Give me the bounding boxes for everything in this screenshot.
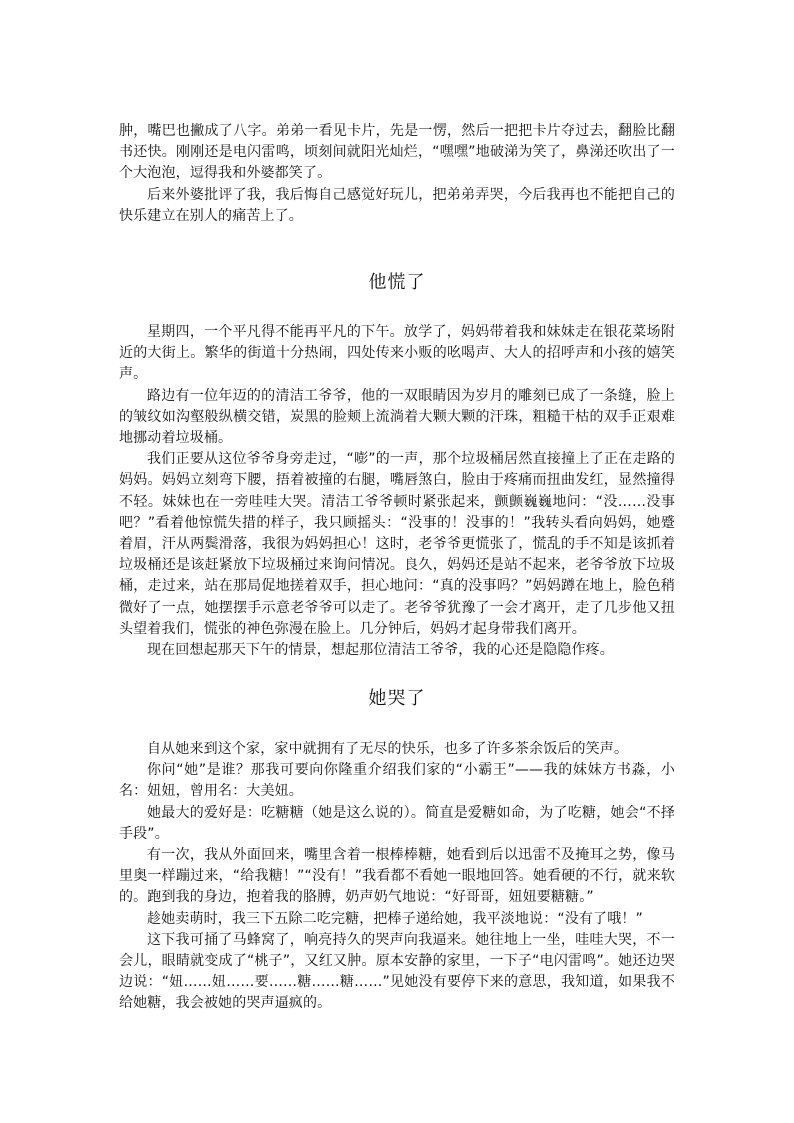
paragraph: 肿，嘴巴也撇成了八字。弟弟一看见卡片，先是一愣，然后一把把卡片夺过去，翻脸比翻书还快。刚刚还是电闪雷鸣，顷刻间就阳光灿烂，“嘿嘿”地破涕为笑了，鼻涕还吹出了一个大泡泡，逗得我和外婆都笑了。 bbox=[119, 123, 675, 182]
story-title-cry: 她哭了 bbox=[368, 688, 426, 709]
paragraph: 趁她卖萌时，我三下五除二吃完糖，把棒子递给她，我平淡地说：“没有了哦！” bbox=[147, 910, 643, 927]
paragraph: 她最大的爱好是：吃糖糖（她是这么说的）。简直是爱糖如命，为了吃糖，她会“不择手段”。 bbox=[119, 804, 675, 842]
paragraph: 后来外婆批评了我，我后悔自己感觉好玩儿，把弟弟弄哭，今后我再也不能把自己的快乐建立在别人的痛苦上了。 bbox=[119, 186, 675, 224]
paragraph: 星期四，一个平凡得不能再平凡的下午。放学了，妈妈带着我和妹妹走在银花菜场附近的大街上。繁华的街道十分热闹，四处传来小贩的吆喝声、大人的招呼声和小孩的嬉笑声。 bbox=[119, 324, 675, 383]
paragraph: 自从她来到这个家，家中就拥有了无尽的快乐，也多了许多茶余饭后的笑声。 bbox=[147, 741, 629, 757]
paragraph: 你问“她”是谁？那我可要向你隆重介绍我们家的“小霸王”——我的妹妹方书淼，小名：妞妞，曾用名：大美妞。 bbox=[119, 762, 675, 800]
story-body-panic bbox=[119, 322, 675, 661]
paragraph: 路边有一位年迈的的清洁工爷爷，他的一双眼睛因为岁月的雕刻已成了一条缝，脸上的皱纹如沟壑般纵横交错，炭黑的脸颊上流淌着大颗大颗的汗珠，粗糙干枯的双手正艰难地挪动着垃圾桶。 bbox=[119, 387, 675, 447]
paragraph: 有一次，我从外面回来，嘴里含着一根棒棒糖，她看到后以迅雷不及掩耳之势，像马里奥一样蹦过来，“给我糖！”“没有！”我看都不看她一眼地回答。她看硬的不行，就来软的。跑到我的身边，抱着我的胳膊，奶声奶气地说：“好哥哥，妞妞要糖糖。” bbox=[119, 847, 675, 906]
story-body-cry bbox=[119, 739, 675, 1015]
story-title-panic: 他慌了 bbox=[368, 272, 426, 293]
paragraph: 我们正要从这位爷爷身旁走过，“嘭”的一声，那个垃圾桶居然直接撞上了正在走路的妈妈。妈妈立刻弯下腰，捂着被撞的右腿，嘴唇煞白，脸由于疼痛而扭曲发红，显然撞得不轻。妹妹也在一旁哇哇大哭。清洁工爷爷顿时紧张起来，颤颤巍巍地问：“没……没事吧？”看着他惊慌失措的样子，我只顾摇头：“没事的！没事的！”我转头看向妈妈，她蹙着眉，汗从两鬓滑落，我很为妈妈担心！这时，老爷爷更慌张了，慌乱的手不知是该抓着垃圾桶还是该赶紧放下垃圾桶过来询问情况。良久，妈妈还是站不起来，老爷爷放下垃圾桶，走过来，站在那局促地搓着双手，担心地问：“真的没事吗？”妈妈蹲在地上，脸色稍微好了一点，她摆摆手示意老爷爷可以走了。老爷爷犹豫了一会才离开，走了几步他又扭头望着我们，慌张的神色弥漫在脸上。几分钟后，妈妈才起身带我们离开。 bbox=[119, 451, 675, 637]
paragraph: 现在回想起那天下午的情景，想起那位清洁工爷爷，我的心还是隐隐作疼。 bbox=[147, 642, 614, 659]
paragraph: 这下我可捅了马蜂窝了，响亮持久的哭声向我逼来。她往地上一坐，哇哇大哭，不一会儿，眼睛就变成了“桃子”，又红又肿。原本安静的家里，一下子“电闪雷鸣”。她还边哭边说：“妞……妞……要……糖……糖……”见她没有要停下来的意思，我知道，如果我不给她糖，我会被她的哭声逼疯的。 bbox=[119, 931, 675, 1012]
story-continuation bbox=[119, 121, 675, 227]
